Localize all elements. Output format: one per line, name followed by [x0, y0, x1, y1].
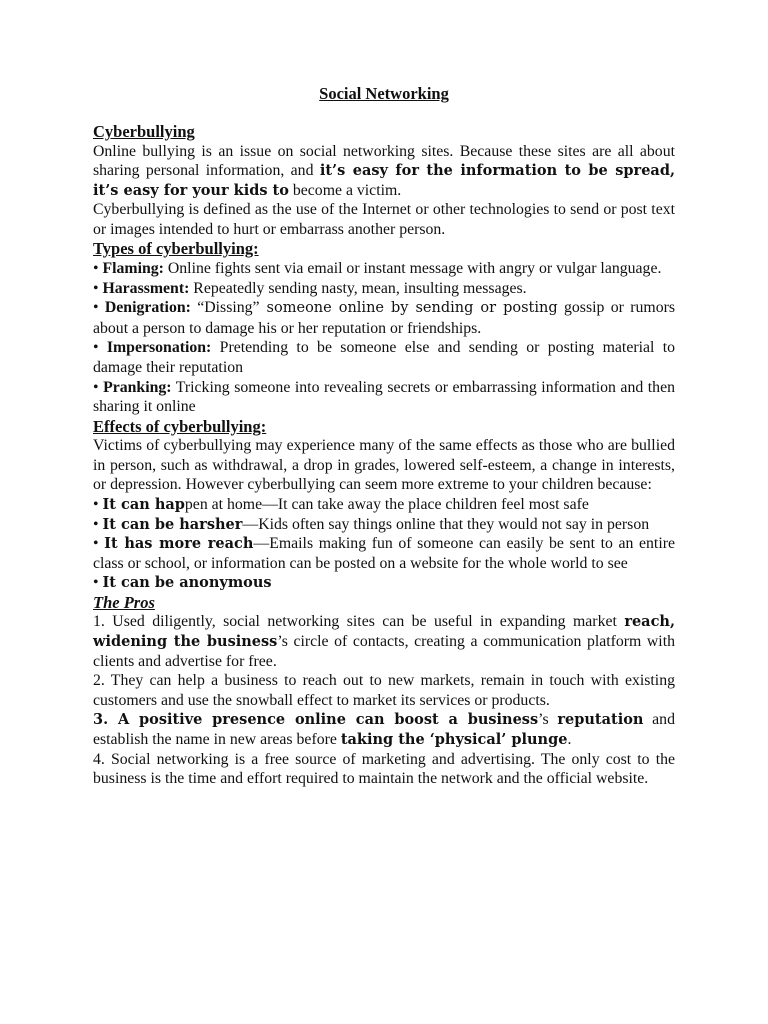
pros-item-3 [93, 710, 675, 749]
effect-lead: It can hap [102, 496, 185, 513]
pros-item-2 [93, 671, 675, 710]
emphasis-run: it’s easy for the information to be spread, it’s easy for your kids to [93, 162, 676, 199]
effect-text: —Kids often say things online that they would not say in person [242, 515, 650, 533]
text-run: 4. Social networking is a free source of marketing and advertising. The only cost to the business is the time and effort required to maintain the network and the official website. [93, 750, 675, 788]
section-heading-pros: The Pros [93, 592, 155, 612]
emphasis-run: taking the ‘physical’ plunge [340, 731, 568, 749]
effect-lead: It can be anonymous [102, 574, 272, 592]
effect-item-anonymous: • It can be anonymous [93, 574, 272, 592]
type-item-impersonation: • Impersonation: Pretending to be someone else and sending or posting material to damage their reputation [93, 339, 675, 376]
type-description: Repeatedly sending nasty, mean, insulting messages. [189, 279, 527, 297]
effect-lead: It can be harsher [102, 515, 243, 533]
cyberbullying-paragraph-2: Cyberbullying is defined as the use of the Internet or other technologies to send or post text or images intended to hurt or embarrass another person. [93, 201, 675, 238]
type-term: Impersonation: [106, 339, 212, 357]
emphasis-run: 3. A positive presence online can boost a business [93, 711, 539, 729]
type-term: Pranking: [103, 378, 172, 396]
type-term: Flaming: [102, 259, 164, 277]
text-run: 1. Used diligently, social networking sites can be useful in expanding market [93, 613, 625, 631]
section-heading-cyberbullying: Cyberbullying [93, 122, 195, 141]
text-run: and establish the name in new areas before [93, 711, 675, 749]
type-item-denigration: • Denigration: “Dissing” someone online by sending or posting gossip or rumors about a person to damage his or her reputation or friendships. [93, 299, 675, 337]
pros-item-4 [93, 750, 675, 789]
effect-item-harsher: • It can be harsher—Kids often say things online that they would not say in person [93, 515, 650, 533]
type-item-harassment: • Harassment: Repeatedly sending nasty, mean, insulting messages. [93, 279, 527, 297]
emphasis-run: reach, widening the business [93, 613, 675, 651]
type-item-flaming: • Flaming: Online fights sent via email or instant message with angry or vulgar language. [93, 259, 662, 277]
type-description-alt-run: someone online by sending or posting [259, 300, 558, 317]
pros-item-1 [93, 612, 675, 671]
document-title: Social Networking [319, 84, 449, 103]
type-item-pranking: • Pranking: Tricking someone into revealing secrets or embarrassing information and then sharing it online [93, 378, 675, 416]
type-description: Tricking someone into revealing secrets or embarrassing information and then sharing it online [93, 378, 675, 416]
text-run: ’s circle of contacts, creating a communication platform with clients and advertise for free. [93, 633, 675, 670]
effects-intro: Victims of cyberbullying may experience many of the same effects as those who are bullied in person, such as withdrawal, a drop in grades, lowered self-esteem, a change in interests, or depression. However cyberbullying can seem more extreme to your children because: [93, 437, 675, 494]
text-run: Online bullying is an issue on social networking sites. Because these sites are all about sharing personal information, and [93, 142, 675, 180]
type-description: Online fights sent via email or instant message with angry or vulgar language. [163, 259, 662, 277]
effect-lead: It has more reach [104, 535, 254, 553]
type-description: gossip or rumors about a person to damage his or her reputation or friendships. [93, 299, 675, 337]
type-description: “Dissing” [190, 299, 260, 317]
cyberbullying-paragraph-1 [93, 142, 675, 201]
emphasis-run: reputation [557, 711, 644, 729]
effect-item-home: • It can happen at home—It can take away the place children feel most safe [93, 496, 589, 513]
effect-text: —Emails making fun of someone can easily be sent to an entire class or school, or information can be posted on a website for the whole world to see [93, 535, 675, 572]
text-run: ’s [538, 711, 558, 729]
effect-text: pen at home—It can take away the place children feel most safe [184, 496, 589, 513]
text-run: become a victim. [288, 181, 402, 199]
type-description: Pretending to be someone else and sending or posting material to damage their reputation [93, 339, 675, 376]
text-run: 2. They can help a business to reach out to new markets, remain in touch with existing customers and use the snowball effect to market its services or products. [93, 672, 675, 709]
section-heading-types: Types of cyberbullying: [93, 239, 259, 259]
section-heading-effects: Effects of cyberbullying: [93, 416, 267, 436]
text-run: . [567, 731, 572, 749]
effect-item-reach: • It has more reach—Emails making fun of someone can easily be sent to an entire class or school, or information can be posted on a website for the whole world to see [93, 535, 675, 572]
type-term: Denigration: [104, 299, 191, 317]
type-term: Harassment: [102, 279, 190, 297]
